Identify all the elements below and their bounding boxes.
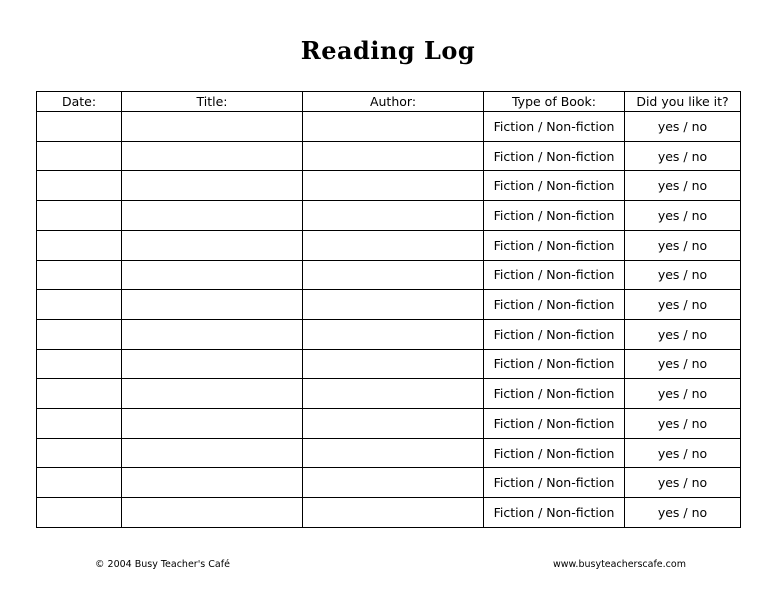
date-cell[interactable] [37,290,122,320]
date-cell[interactable] [37,141,122,171]
reading-log-table [36,91,741,528]
book-type-cell: Fiction / Non-fiction [484,290,625,320]
author-cell[interactable] [303,438,484,468]
date-cell[interactable] [37,438,122,468]
liked-cell: yes / no [625,171,741,201]
table-row [37,438,741,468]
liked-cell: yes / no [625,438,741,468]
table-row [37,468,741,498]
title-cell[interactable] [122,141,303,171]
table-body [37,112,741,528]
title-cell[interactable] [122,438,303,468]
liked-cell: yes / no [625,409,741,439]
title-cell[interactable] [122,290,303,320]
book-type-cell: Fiction / Non-fiction [484,141,625,171]
liked-cell: yes / no [625,319,741,349]
table-row [37,319,741,349]
title-cell[interactable] [122,319,303,349]
author-cell[interactable] [303,230,484,260]
author-cell[interactable] [303,319,484,349]
liked-cell: yes / no [625,112,741,142]
table-row [37,201,741,231]
table-row [37,171,741,201]
date-cell[interactable] [37,230,122,260]
table-row [37,230,741,260]
author-cell[interactable] [303,260,484,290]
column-header-title: Title: [122,92,303,112]
book-type-cell: Fiction / Non-fiction [484,349,625,379]
date-cell[interactable] [37,498,122,528]
date-cell[interactable] [37,112,122,142]
book-type-cell: Fiction / Non-fiction [484,379,625,409]
table-header-row [37,92,741,112]
liked-cell: yes / no [625,201,741,231]
column-header-type: Type of Book: [484,92,625,112]
table-row [37,409,741,439]
author-cell[interactable] [303,201,484,231]
date-cell[interactable] [37,409,122,439]
date-cell[interactable] [37,171,122,201]
table-row [37,141,741,171]
title-cell[interactable] [122,498,303,528]
page-title: Reading Log [300,36,476,65]
author-cell[interactable] [303,141,484,171]
column-header-date: Date: [37,92,122,112]
date-cell[interactable] [37,379,122,409]
book-type-cell: Fiction / Non-fiction [484,171,625,201]
table-row [37,260,741,290]
author-cell[interactable] [303,498,484,528]
book-type-cell: Fiction / Non-fiction [484,438,625,468]
liked-cell: yes / no [625,141,741,171]
liked-cell: yes / no [625,349,741,379]
author-cell[interactable] [303,379,484,409]
book-type-cell: Fiction / Non-fiction [484,498,625,528]
book-type-cell: Fiction / Non-fiction [484,409,625,439]
author-cell[interactable] [303,468,484,498]
liked-cell: yes / no [625,468,741,498]
book-type-cell: Fiction / Non-fiction [484,260,625,290]
column-header-liked: Did you like it? [625,92,741,112]
liked-cell: yes / no [625,230,741,260]
date-cell[interactable] [37,201,122,231]
title-cell[interactable] [122,171,303,201]
book-type-cell: Fiction / Non-fiction [484,112,625,142]
author-cell[interactable] [303,112,484,142]
table-row [37,349,741,379]
date-cell[interactable] [37,349,122,379]
title-cell[interactable] [122,230,303,260]
author-cell[interactable] [303,349,484,379]
book-type-cell: Fiction / Non-fiction [484,230,625,260]
author-cell[interactable] [303,409,484,439]
title-cell[interactable] [122,349,303,379]
book-type-cell: Fiction / Non-fiction [484,319,625,349]
liked-cell: yes / no [625,498,741,528]
date-cell[interactable] [37,319,122,349]
table-row [37,290,741,320]
title-cell[interactable] [122,468,303,498]
title-cell[interactable] [122,112,303,142]
book-type-cell: Fiction / Non-fiction [484,201,625,231]
table-row [37,498,741,528]
table-row [37,379,741,409]
table-row [37,112,741,142]
book-type-cell: Fiction / Non-fiction [484,468,625,498]
title-cell[interactable] [122,379,303,409]
liked-cell: yes / no [625,290,741,320]
date-cell[interactable] [37,260,122,290]
author-cell[interactable] [303,171,484,201]
column-header-author: Author: [303,92,484,112]
date-cell[interactable] [37,468,122,498]
title-cell[interactable] [122,260,303,290]
liked-cell: yes / no [625,260,741,290]
liked-cell: yes / no [625,379,741,409]
title-cell[interactable] [122,201,303,231]
author-cell[interactable] [303,290,484,320]
copyright-footer: © 2004 Busy Teacher's Café [95,559,230,570]
website-footer: www.busyteacherscafe.com [553,559,686,570]
title-cell[interactable] [122,409,303,439]
